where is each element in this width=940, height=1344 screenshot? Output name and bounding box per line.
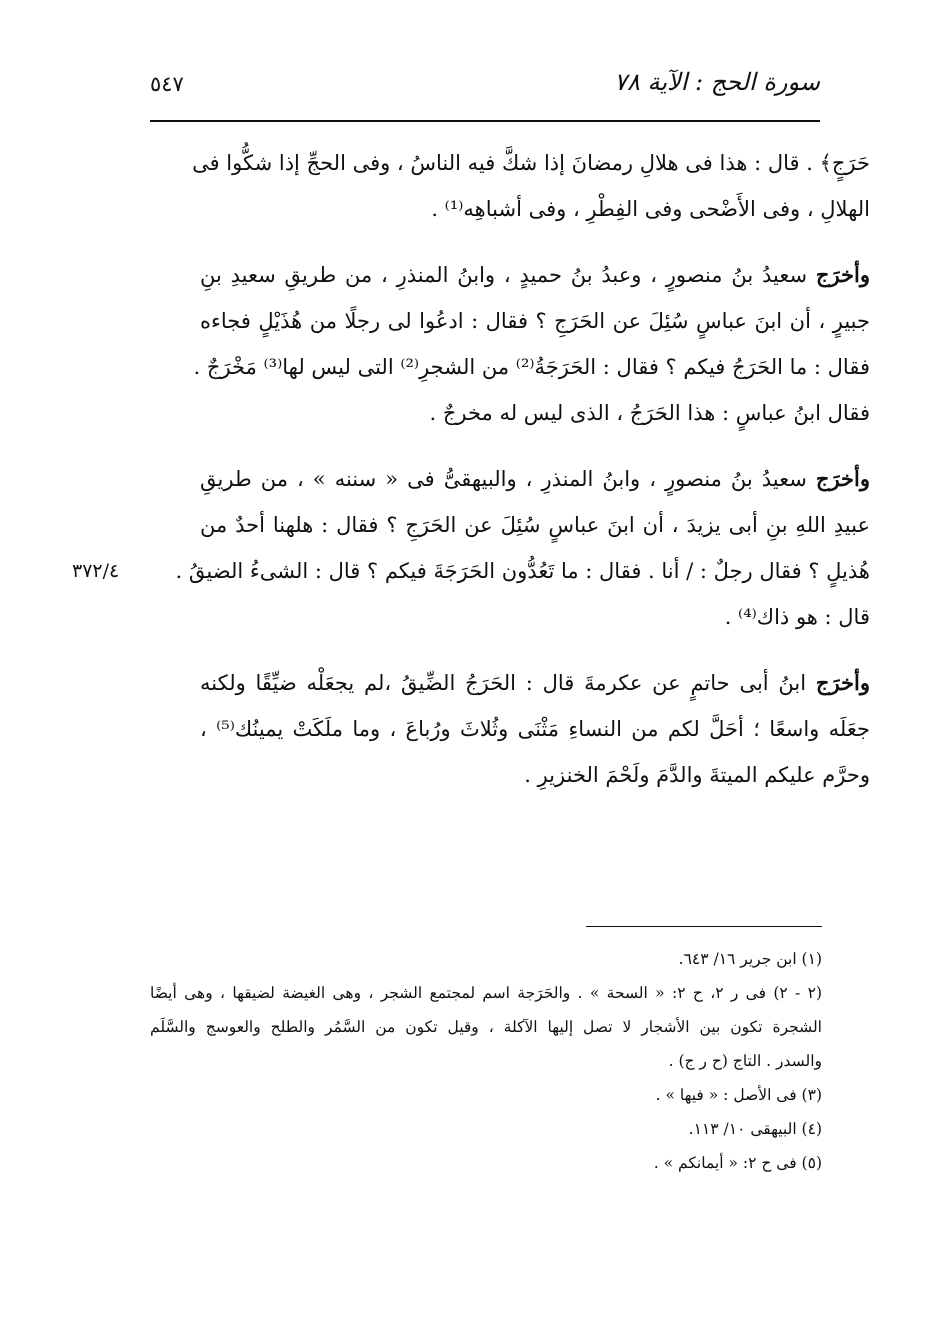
footnote-line: (١) ابن جرير ١٦/ ٦٤٣. bbox=[678, 950, 822, 968]
footnote-line: والسدر . التاج (ح ر ج) . bbox=[668, 1052, 822, 1070]
text-line: هُذيلٍ ؟ فقال رجلٌ : / أنا . فقال : ما تَعُدُّون الحَرَجَةَ فيكم ؟ قال : الشىءُ الضيقُ . ٣٧٢/٤ bbox=[150, 548, 870, 594]
footnote-rule bbox=[586, 926, 822, 927]
footnote-line: (٥) فى ح ٢: « أيمانكم » . bbox=[653, 1154, 822, 1172]
text-line: وأخرَج سعيدُ بنُ منصورٍ ، وعبدُ بنُ حميدٍ ، وابنُ المنذرِ ، من طريقِ سعيدِ بنِ bbox=[200, 262, 870, 287]
text-line: الهلالِ ، وفى الأَضْحى وفى الفِطْرِ ، وفى أشباهِه⁽¹⁾ . bbox=[431, 197, 870, 221]
text-line: وأخرَج سعيدُ بنُ منصورٍ ، وابنُ المنذرِ ، والبيهقىُّ فى « سننه » ، من طريقِ bbox=[200, 466, 870, 491]
body-text bbox=[72, 140, 870, 818]
footnote-line: الشجرة تكون بين الأشجار لا تصل إليها الآكلة ، وقيل تكون من السَّمُر والطلح والعوسج والسَّلَم bbox=[150, 1018, 822, 1036]
paragraph bbox=[150, 252, 870, 436]
text-line: جعَلَه واسعًا ؛ أحَلَّ لكم من النساءِ مَثْنَى وثُلاثَ ورُباعَ ، وما ملَكَتْ يمينُك⁽⁵⁾ ، bbox=[200, 717, 870, 741]
paragraph bbox=[150, 660, 870, 798]
footnotes bbox=[150, 942, 822, 1180]
marginal-reference: ٣٧٢/٤ bbox=[72, 560, 120, 582]
text-line: وأخرَج ابنُ أبى حاتمٍ عن عكرمةَ قال : الحَرَجُ الضِّيقُ ،لم يجعَلْه ضيِّقًا ولكنه bbox=[200, 670, 870, 695]
text-line: قال : هو ذاك⁽⁴⁾ . bbox=[724, 605, 870, 629]
paragraph bbox=[150, 140, 870, 232]
page-number: ٥٤٧ bbox=[150, 72, 184, 96]
paragraph-lead: وأخرَج bbox=[815, 262, 870, 287]
text-line: فقال : ما الحَرَجُ فيكم ؟ فقال : الحَرَجَةُ⁽²⁾ من الشجرِ⁽²⁾ التى ليس لها⁽³⁾ مَخْرَجٌ . bbox=[193, 355, 870, 379]
text-line: جبيرٍ ، أن ابنَ عباسٍ سُئِلَ عن الحَرَجِ ؟ فقال : ادعُوا لى رجلًا من هُذَيْلٍ فجاءه bbox=[200, 309, 870, 333]
text-line: فقال ابنُ عباسٍ : هذا الحَرَجُ ، الذى ليس له مخرجٌ . bbox=[429, 401, 870, 425]
footnote-line: (٤) البيهقى ١٠/ ١١٣. bbox=[688, 1120, 822, 1138]
header-rule bbox=[150, 120, 820, 122]
text-line: حَرَجٍ﴾ . قال : هذا فى هلالِ رمضانَ إذا شكَّ فيه الناسُ ، وفى الحجِّ إذا شكُّوا فى bbox=[192, 151, 870, 175]
page-header bbox=[150, 64, 820, 112]
text-line: عبيدِ اللهِ بنِ أبى يزيدَ ، أن ابنَ عباسٍ سُئِلَ عن الحَرَجِ ؟ فقال : هلهنا أحدٌ من bbox=[200, 513, 870, 537]
footnote-line: (٣) فى الأصل : « فيها » . bbox=[655, 1086, 822, 1104]
text-line: وحرَّم عليكم الميتةَ والدَّمَ ولَحْمَ الخنزيرِ . bbox=[524, 763, 870, 787]
footnote-line: (٢ - ٢) فى ر ٢، ح ٢: « السحة » . والحَرَجة اسم لمجتمع الشجر ، وهى الغيضة لضيقها ، وهى أيضًا bbox=[150, 984, 822, 1002]
paragraph-lead: وأخرَج bbox=[815, 466, 870, 491]
paragraph bbox=[72, 456, 870, 640]
running-head: سورة الحج : الآية ٧٨ bbox=[614, 68, 820, 96]
paragraph-lead: وأخرَج bbox=[815, 670, 870, 695]
